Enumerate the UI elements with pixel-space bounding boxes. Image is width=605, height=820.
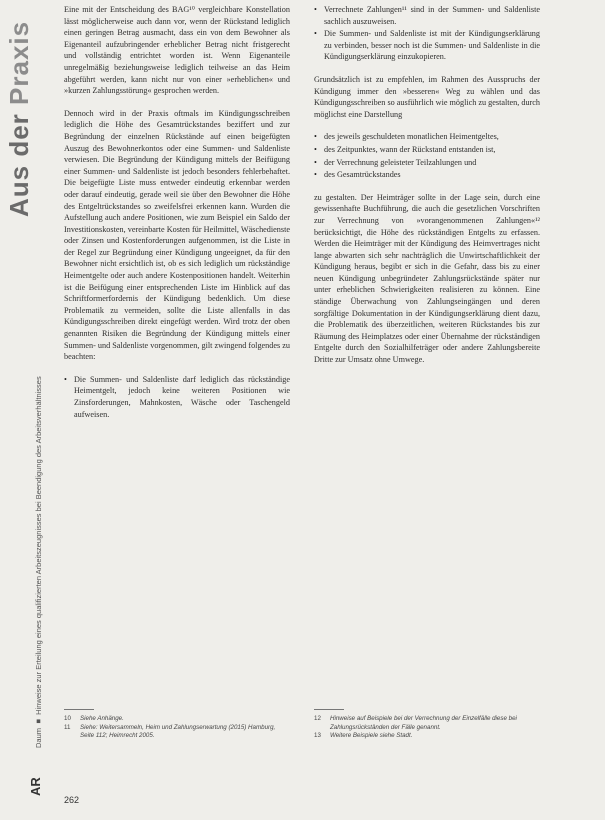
footnotes-right — [314, 715, 540, 741]
bullet-list — [314, 4, 540, 63]
footnote — [64, 715, 290, 724]
paragraph: Eine mit der Entscheidung des BAG¹⁰ vergleichbare Konstellation lässt möglicherweise auch dann vor, wenn der Rückstand lediglich einen geringen Betrag ausmacht, dass ein von dem Bewohner als Eigenanteil aufzubringender erheblicher Betrag nicht fristgerecht und vollständig entrichtet worden ist. Wenn Eigenanteile unregelmäßig beziehungsweise lediglich teilweise an das Heim abgeführt werden, kann nicht nur von einer »erheblichen« und »kurzen Zahlungsstörung« gesprochen werden. — [64, 5, 290, 96]
paragraph: Dennoch wird in der Praxis oftmals im Kündigungsschreiben lediglich die Höhe des Gesamtrückstandes beziffert und zur Begründung der einzelnen Rückstände auf einen beigefügten Auszug des Bewohnerkontos oder eine Summen- und Saldenliste verwiesen. Die Begründung der Kündigung mittels der Beifügung einer Summen- und Saldenliste ist jedoch besonders fehlerbehaftet. Die beigefügte Liste muss entweder eindeutig erkennbar werden oder darauf eindeutig, gerade weil sie über den Bewohner die Höhe des Entgeltrückstandes so zweifelsfrei erkennen kann. Wurden die Aufstellung auch andere Positionen, wie zum Beispiel ein Saldo der Investitionskosten, vereinbarte Kosten für Heilmittel, Wäschedienste oder Zinsen und Kostenforderungen aufgenommen, ist die Liste in der Regel zur Begründung einer Kündigung ungeeignet, da für den Bewohner nicht ersichtlich ist, ob es sich lediglich um rückständige Heimentgelte oder auch andere Kostenpositionen handelt. Weiterhin ist die Beifügung einer entsprechenden Liste im Hinblick auf das Schriftformerfordernis der Kündigung bedenklich. Um diese Problematik zu vermeiden, sollte die Liste allenfalls in das Kündigungsschreiben direkt eingefügt werden. Wird trotz der oben genannten Risiken die Begründung der Kündigung mittels einer Summen- und Saldenliste vorgenommen, gilt zwingend folgendes zu beachten: — [64, 108, 290, 362]
list-item: • des Zeitpunktes, wann der Rückstand entstanden ist, — [314, 144, 540, 156]
journal-logo: AR — [28, 777, 43, 796]
footnote — [314, 715, 540, 732]
paragraph: Grundsätzlich ist zu empfehlen, im Rahmen des Ausspruchs der Kündigung immer den »besseren« Weg zu wählen und das Kündigungsschreiben so ausführlich wie möglich zu gestalten, durch möglichst eine Darstellung — [314, 74, 541, 119]
footnote-number: 11 — [64, 723, 71, 731]
right-column — [314, 4, 540, 377]
footnote-text: Siehe: Weitersammeln, Heim und Zahlungserwartung (2015) Hamburg, Seite 112; Heimrecht 2005. — [80, 723, 276, 740]
footnote-text: Weitere Beispiele siehe Stadt. — [330, 732, 413, 740]
footnote-text: Siehe Anhänge. — [80, 715, 124, 722]
footnote-number: 10 — [64, 715, 71, 722]
list-item: • des jeweils geschuldeten monatlichen Heimentgeltes, — [314, 131, 540, 143]
footnote — [64, 724, 290, 741]
footnote-rule — [64, 709, 94, 710]
list-item: • Verrechnete Zahlungen¹¹ sind in der Summen- und Saldenliste sachlich auszuweisen. — [314, 4, 540, 27]
paragraph: zu gestalten. Der Heimträger sollte in der Lage sein, durch eine gewissenhafte Buchführung, die auch die gesetzlichen Vorschriften zur Verrechnung von »vorangenommenen Zahlungen«¹² berücksichtigt, die Höhe des rückständigen Entgelts zu erfassen. Werden die Heimträger mit der Kündigung des Heimvertrages nicht lange abwarten sich sehr nachträglich die Unwirtschaftlichkeit der Kündigung heraus, begibt er sich in die Gefahr, dass bis zu einer neuen Kündigung unbegründeter Zahlungsrückstände später nur unter erheblichen Schwierigkeiten realisieren zu können. Eine ständige Überwachung von Zahlungseingängen und deren sorgfältige Dokumentation in der Kündigungserklärung dient dazu, die Problematik des überzeitlichen, weiteren Rückstandes bis zur Räumung des Heimplatzes oder einer Übernahme der rückständigen Entgelte durch den Sozialhilfeträger oder andere Zahlungsbereite Dritte zur Umsatz ohne Umwege. — [314, 192, 540, 365]
footnote — [314, 732, 540, 741]
footnote-text: Hinweise auf Beispiele bei der Verrechnung der Einzelfälle diese bei Zahlungsrückständen der Fälle genannt. — [330, 715, 517, 731]
section-subtitle: Praxis — [4, 20, 34, 105]
page-number: 262 — [64, 795, 80, 805]
list-item: • der Verrechnung geleisteter Teilzahlungen und — [314, 157, 540, 169]
list-item: • des Gesamtrückstandes — [314, 169, 540, 181]
left-column — [64, 4, 290, 431]
bullet-list — [64, 374, 290, 420]
footnote-rule — [314, 709, 344, 710]
footnotes-left — [64, 715, 290, 741]
footnote-number: 13 — [314, 732, 321, 740]
footnote-number: 12 — [314, 715, 321, 722]
section-title-vertical — [4, 2, 44, 217]
bullet-list — [314, 131, 540, 180]
list-item: • Die Summen- und Saldenliste darf lediglich das rückständige Heimentgelt, jedoch keine weiteren Positionen wie Zinsforderungen, Mahnkosten, Wäsche oder Taschengeld aufweisen. — [64, 374, 290, 420]
running-head: Daum ■ Hinweise zur Erteilung eines qualifizierten Arbeitszeugnisses bei Beendigung des Arbeitsverhältnisses — [34, 376, 43, 748]
list-item: • Die Summen- und Saldenliste ist mit der Kündigungserklärung zu verbinden, besser noch ist die Summen- und Saldenliste in die Kündigungserklärung einzukopieren. — [314, 28, 540, 63]
section-title: Aus der — [4, 113, 34, 217]
